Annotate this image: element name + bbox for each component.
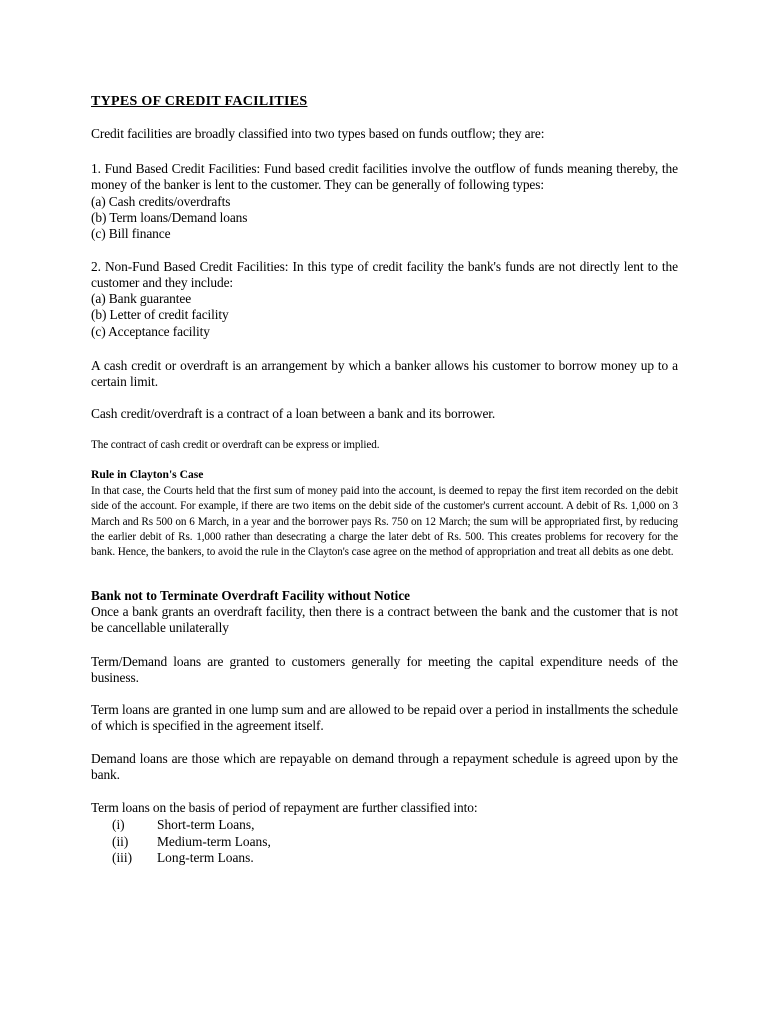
term-demand-loans-paragraph: Term/Demand loans are granted to customers generally for meeting the capital expenditure needs of the business. [91, 654, 678, 686]
classification-label: Short-term Loans, [157, 817, 255, 832]
express-implied-note: The contract of cash credit or overdraft can be express or implied. [91, 439, 380, 451]
non-fund-based-item-c: (c) Acceptance facility [91, 324, 210, 339]
claytons-case-heading: Rule in Clayton's Case [91, 468, 204, 481]
cash-credit-contract: Cash credit/overdraft is a contract of a loan between a bank and its borrower. [91, 406, 496, 421]
intro-paragraph: Credit facilities are broadly classified into two types based on funds outflow; they are: [91, 126, 545, 141]
claytons-case-text: In that case, the Courts held that the first sum of money paid into the account, is deemed to repay the first item recorded on the debit side of the account. For example, if there are two items on the debit side of the customer's current account. A debit of Rs. 1,000 on 3 March and Rs 500 on 6 March, in a year and the borrower pays Rs. 750 on 12 March; the sum will be appropriated first, by reducing the earlier debit of Rs. 1,000 rather than desecrating a charge the later debt of Rs. 500. This creates problems for recovery for the bank. Hence, the bankers, to avoid the rule in the Clayton's case agree on the method of appropriation and treat all debits as one debt. [91, 485, 678, 559]
classification-label: Medium-term Loans, [157, 834, 271, 849]
classification-number: (i) [112, 817, 125, 832]
non-fund-based-paragraph: 2. Non-Fund Based Credit Facilities: In this type of credit facility the bank's funds are not directly lent to the customer and they include: [91, 259, 678, 291]
cash-credit-definition: A cash credit or overdraft is an arrangement by which a banker allows his customer to borrow money up to a certain limit. [91, 358, 678, 390]
overdraft-notice-heading: Bank not to Terminate Overdraft Facility without Notice [91, 588, 411, 603]
non-fund-based-item-a: (a) Bank guarantee [91, 291, 192, 306]
classification-number: (ii) [112, 834, 129, 849]
fund-based-item-c: (c) Bill finance [91, 226, 171, 241]
fund-based-item-a: (a) Cash credits/overdrafts [91, 194, 231, 209]
classification-label: Long-term Loans. [157, 850, 254, 865]
classification-number: (iii) [112, 850, 133, 865]
term-loans-paragraph: Term loans are granted in one lump sum and are allowed to be repaid over a period in installments the schedule of which is specified in the agreement itself. [91, 702, 678, 734]
fund-based-paragraph: 1. Fund Based Credit Facilities: Fund based credit facilities involve the outflow of funds meaning thereby, the money of the banker is lent to the customer. They can be generally of following types: [91, 161, 678, 193]
non-fund-based-item-b: (b) Letter of credit facility [91, 307, 229, 322]
fund-based-item-b: (b) Term loans/Demand loans [91, 210, 248, 225]
overdraft-notice-text: Once a bank grants an overdraft facility, then there is a contract between the bank and the customer that is not be cancellable unilaterally [91, 604, 678, 636]
classification-intro: Term loans on the basis of period of repayment are further classified into: [91, 800, 478, 815]
demand-loans-paragraph: Demand loans are those which are repayable on demand through a repayment schedule is agreed upon by the bank. [91, 751, 678, 783]
document-title: TYPES OF CREDIT FACILITIES [91, 94, 308, 109]
